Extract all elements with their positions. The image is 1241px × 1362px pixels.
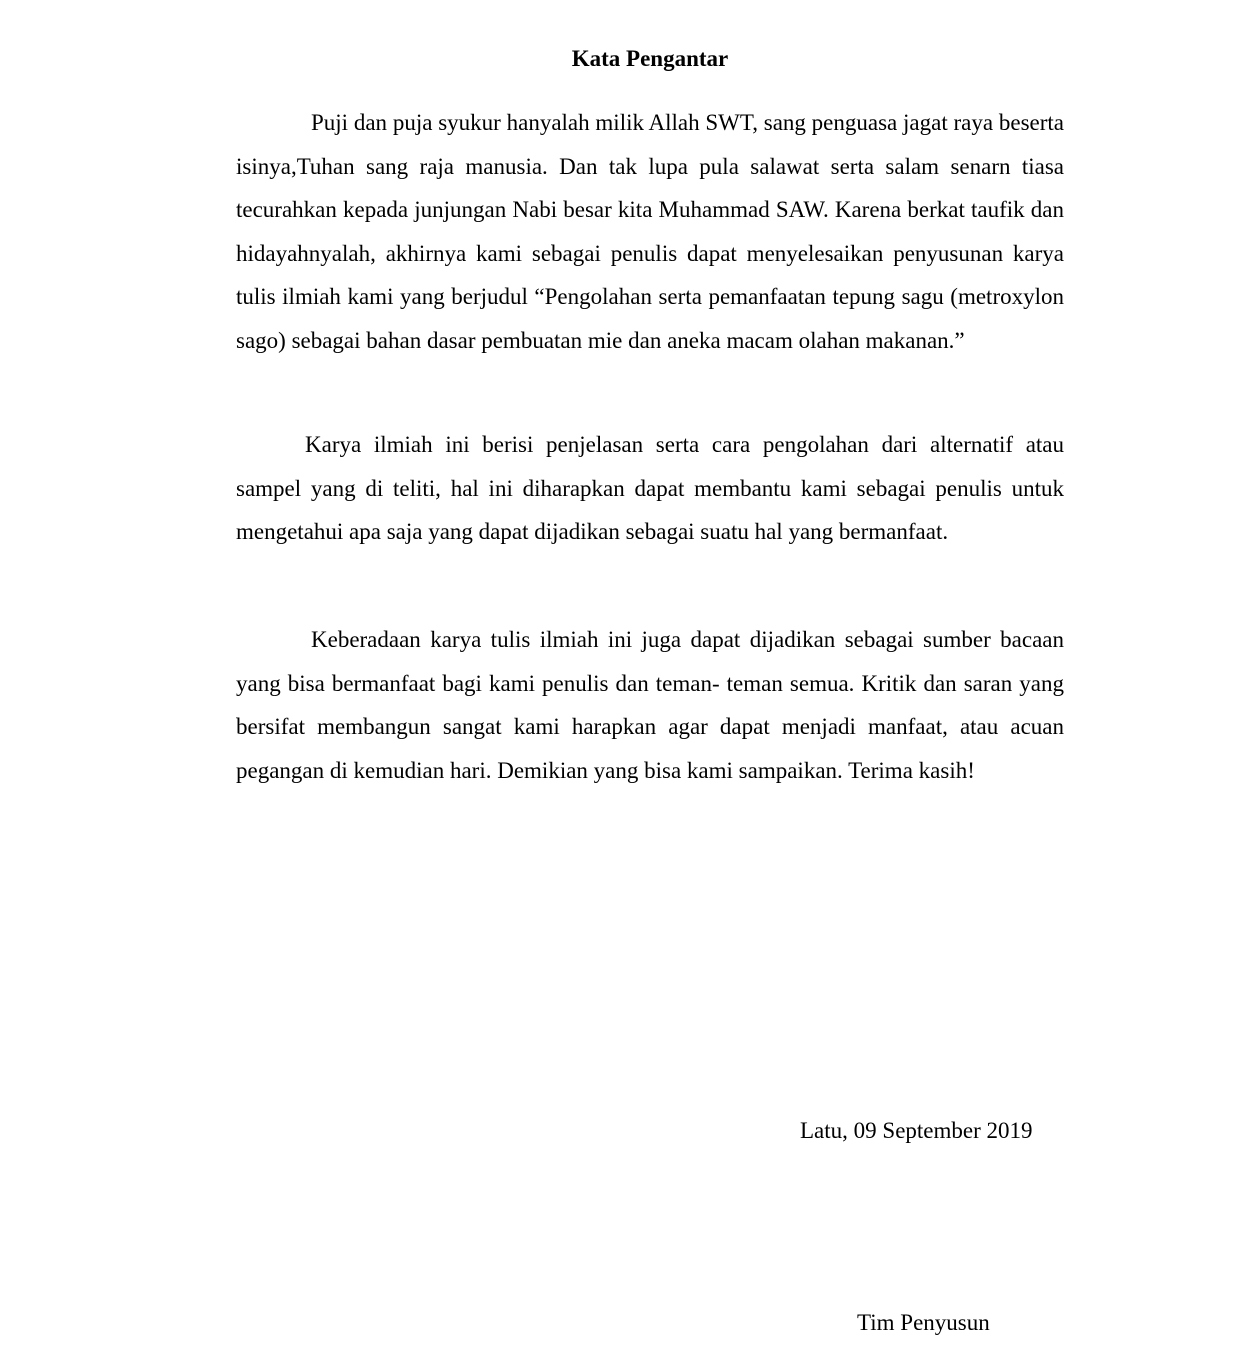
paragraph-closing: Keberadaan karya tulis ilmiah ini juga dapat dijadikan sebagai sumber bacaan yang bisa bermanfaat bagi kami penulis dan teman- teman semua. Kritik dan saran yang bersifat membangun sangat kami harapkan agar dapat menjadi manfaat, atau acuan pegangan di kemudian hari. Demikian yang bisa kami sampaikan. Terima kasih! <box>236 627 1064 783</box>
paragraph-content: Karya ilmiah ini berisi penjelasan serta cara pengolahan dari alternatif atau sampel yang di teliti, hal ini diharapkan dapat membantu kami sebagai penulis untuk mengetahui apa saja yang dapat dijadikan sebagai suatu hal yang bermanfaat. <box>236 432 1064 544</box>
signature: Tim Penyusun <box>857 1310 990 1335</box>
place-date: Latu, 09 September 2019 <box>800 1118 1033 1143</box>
paragraph-opening: Puji dan puja syukur hanyalah milik Allah SWT, sang penguasa jagat raya beserta isinya,Tuhan sang raja manusia. Dan tak lupa pula salawat serta salam senarn tiasa tecurahkan kepada junjungan Nabi besar kita Muhammad SAW. Karena berkat taufik dan hidayahnyalah, akhirnya kami sebagai penulis dapat menyelesaikan penyusunan karya tulis ilmiah kami yang berjudul “Pengolahan serta pemanfaatan tepung sagu (metroxylon sago) sebagai bahan dasar pembuatan mie dan aneka macam olahan makanan.” <box>236 110 1064 353</box>
document-title: Kata Pengantar <box>571 46 729 71</box>
